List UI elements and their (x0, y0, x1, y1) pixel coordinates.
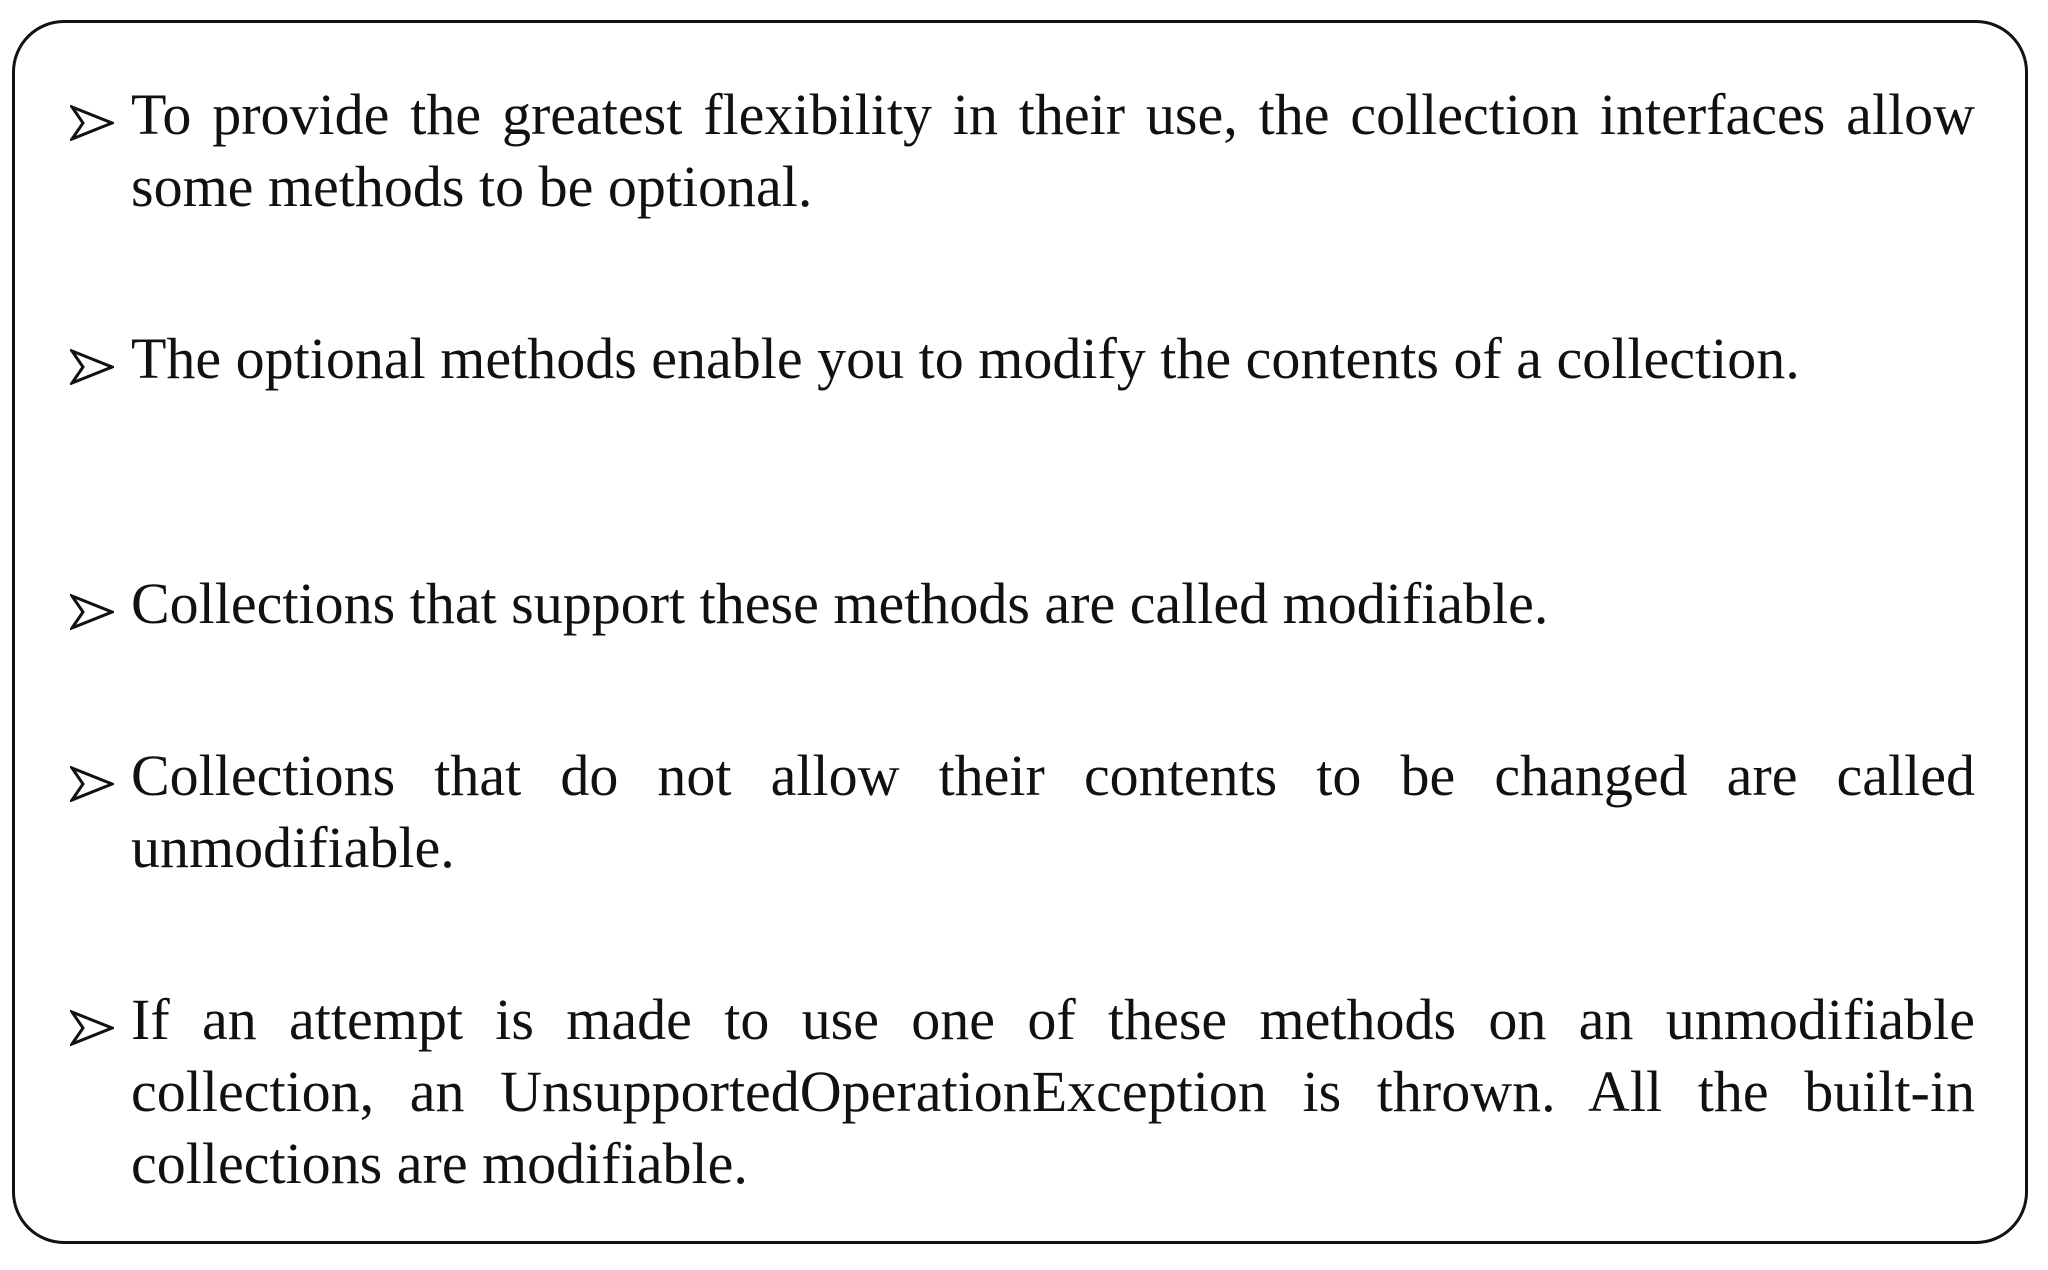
bullet-text: To provide the greatest flexibility in their use, the collection interfaces allow some methods to be optional. (131, 82, 1975, 219)
arrowhead-bullet-icon (70, 1010, 114, 1046)
arrowhead-bullet-icon (70, 349, 114, 385)
arrowhead-bullet-icon (70, 594, 114, 630)
arrowhead-bullet-icon (70, 766, 114, 802)
bullet-text: If an attempt is made to use one of these methods on an unmodifiable collection, an UnsupportedOperationException is thrown. All the built-in collections are modifiable. (131, 987, 1975, 1196)
bullet-text: Collections that support these methods are called modifiable. (131, 571, 1549, 636)
bullet-text: The optional methods enable you to modify the contents of a collection. (131, 326, 1800, 391)
bullet-text: Collections that do not allow their contents to be changed are called unmodifiable. (131, 743, 1975, 880)
arrowhead-bullet-icon (70, 105, 114, 141)
content-frame (12, 20, 2028, 1244)
